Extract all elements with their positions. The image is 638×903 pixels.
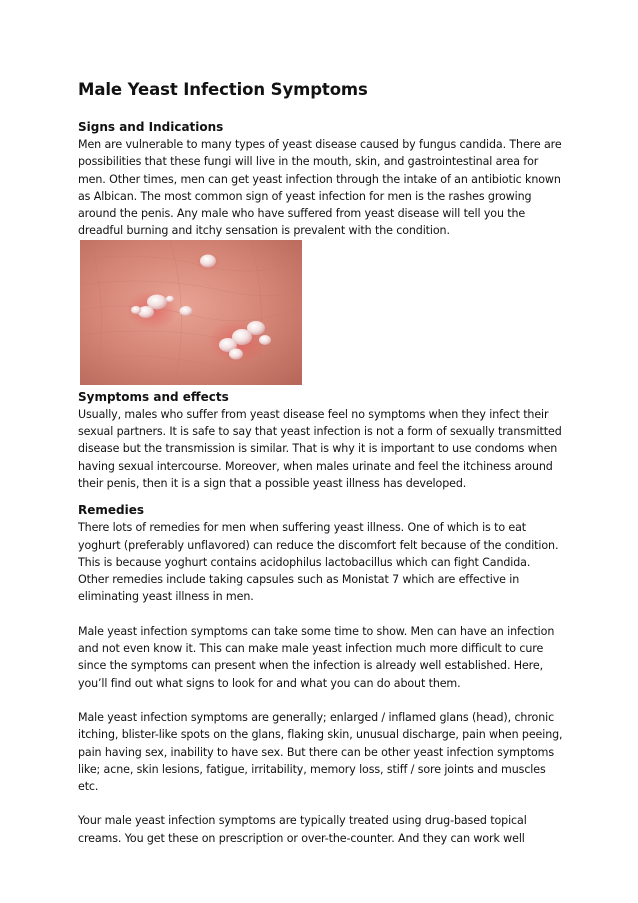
symptoms-heading: Symptoms and effects [78, 389, 229, 404]
remedies-heading: Remedies [78, 503, 145, 518]
skin-lesion-photo [80, 240, 302, 385]
signs-text: Men are vulnerable to many types of yeast disease caused by fungus candida. There are possibilities that these fungi will live in the mouth, skin, and gastrointestinal area for men. Other times, men can get yeast infection through the intake of an antibiotic known as Albican. The most common sign of yeast infection for men is the rashes growing around the penis. Any male who have suffered from yeast disease will tell you the dreadful burning and itchy sensation is prevalent with the condition. [78, 138, 562, 238]
remedies-text: There lots of remedies for men when suffering yeast illness. One of which is to eat yoghurt (preferably unflavored) can reduce the discomfort felt because of the condition. This is because yoghurt contains acidophilus lactobacillus which can fight Candida. Other remedies include taking capsules such as Monistat 7 which are effective in eliminating yeast illness in men. [78, 521, 559, 604]
symptoms-text: Usually, males who suffer from yeast disease feel no symptoms when they infect their sexual partners. It is safe to say that yeast infection is not a form of sexually transmitted disease but the transmission is similar. That is why it is important to use condoms when having sexual intercourse. Moreover, when males urinate and feel the itchiness around their penis, then it is a sign that a possible yeast illness has developed. [78, 407, 562, 490]
document-page [78, 80, 563, 847]
paragraph: Male yeast infection symptoms are generally; enlarged / inflamed glans (head), chronic itching, blister-like spots on the glans, flaking skin, unusual discharge, pain when peeing, pain having sex, inability to have sex. But there can be other yeast infection symptoms like; acne, skin lesions, fatigue, irritability, memory loss, stiff / sore joints and muscles etc. [78, 710, 563, 794]
paragraph: Your male yeast infection symptoms are typically treated using drug-based topical creams. You get these on prescription or over-the-counter. And they can work well [78, 814, 527, 845]
signs-heading: Signs and Indications [78, 120, 224, 134]
page-title: Male Yeast Infection Symptoms [78, 80, 368, 99]
paragraph: Male yeast infection symptoms can take some time to show. Men can have an infection and not even know it. This can make male yeast infection much more difficult to cure since the symptoms can present when the infection is already well established. Here, you’ll find out what signs to look for and what you can do about them. [78, 624, 555, 690]
skin-lesion-illustration [80, 240, 302, 385]
